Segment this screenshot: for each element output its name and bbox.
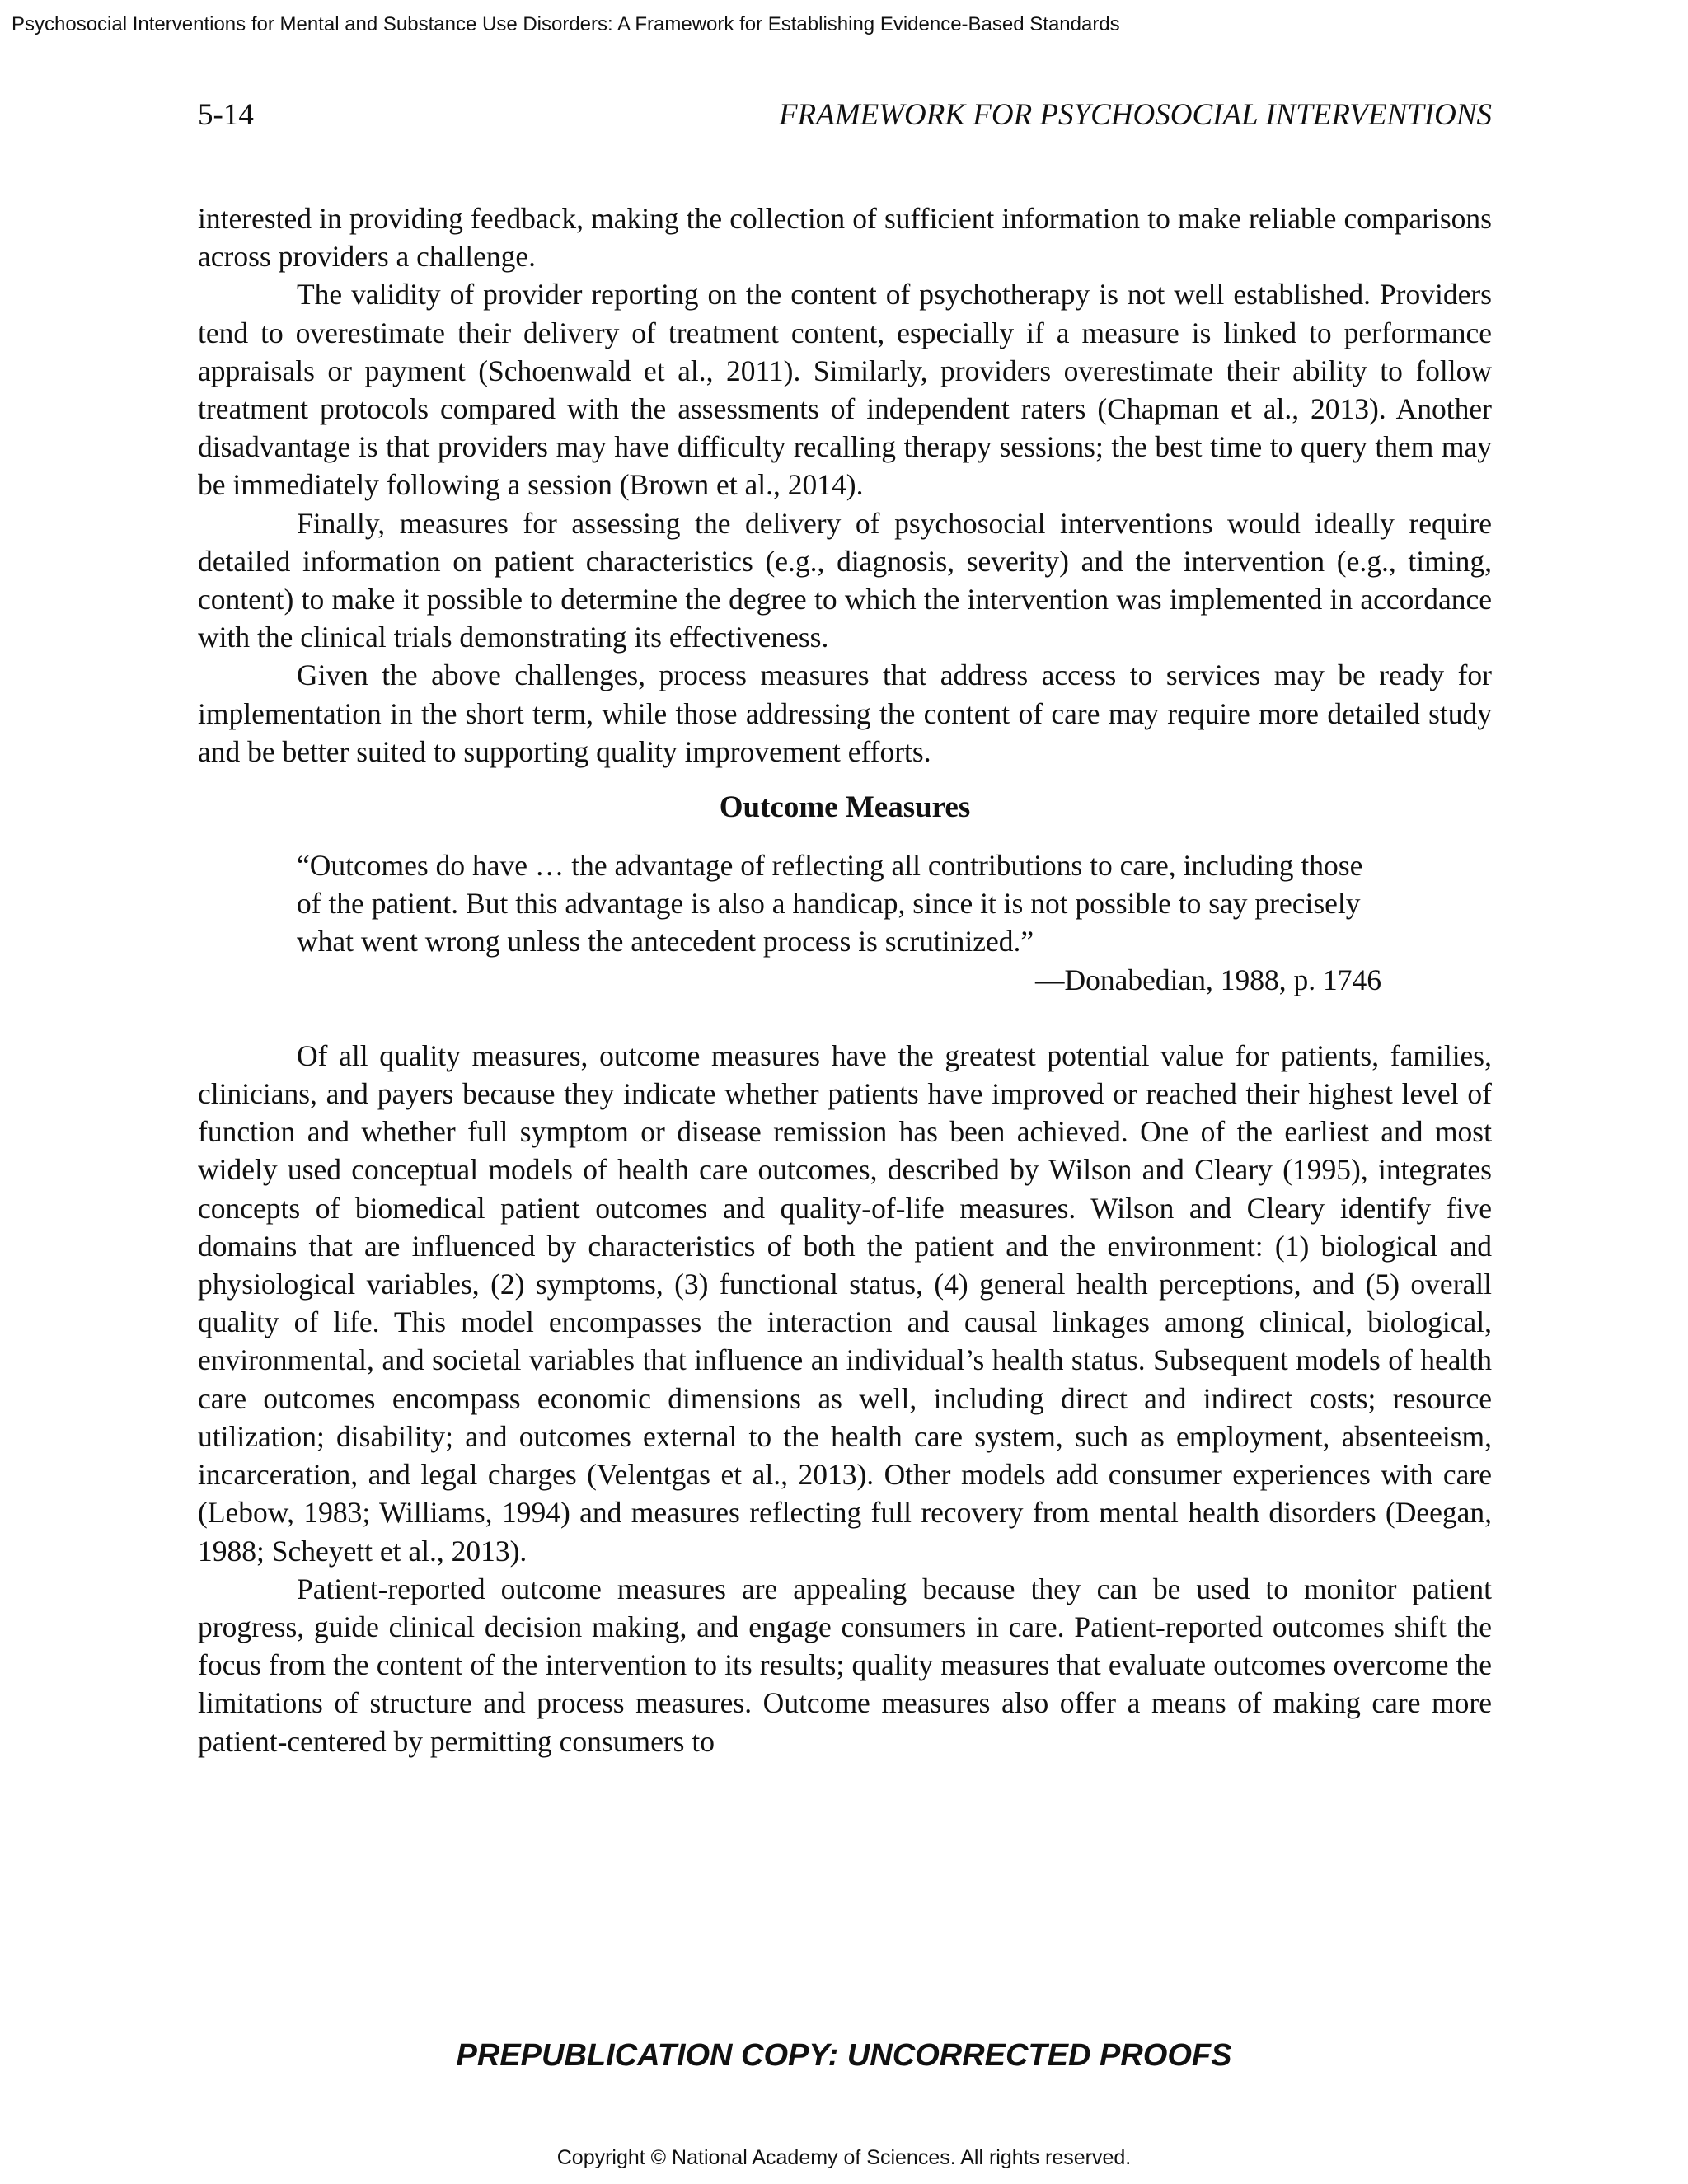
page-body [198,199,1492,1760]
body-paragraph: Patient-reported outcome measures are appealing because they can be used to monitor patient progress, guide clinical decision making, and engage consumers in care. Patient-reported outcomes shift the focus from the content of the intervention to its results; quality measures that evaluate outcomes overcome the limitations of structure and process measures. Outcome measures also offer a means of making care more patient-centered by permitting consumers to [198,1572,1492,1758]
body-paragraph: Of all quality measures, outcome measures have the greatest potential value for patients, families, clinicians, and payers because they indicate whether patients have improved or reached their highest level of function and whether full symptom or disease remission has been achieved. One of the earliest and most widely used conceptual models of health care outcomes, described by Wilson and Cleary (1995), integrates concepts of biomedical patient outcomes and quality-of-life measures. Wilson and Cleary identify five domains that are influenced by characteristics of both the patient and the environment: (1) biological and physiological variables, (2) symptoms, (3) functional status, (4) general health perceptions, and (5) overall quality of life. This model encompasses the interaction and causal linkages among clinical, biological, environmental, and societal variables that influence an individual’s health status. Subsequent models of health care outcomes encompass economic dimensions as well, including direct and indirect costs; resource utilization; disability; and outcomes external to the health care system, such as employment, absenteeism, incarceration, and legal charges (Velentgas et al., 2013). Other models add consumer experiences with care (Lebow, 1983; Williams, 1994) and measures reflecting full recovery from mental health disorders (Deegan, 1988; Scheyett et al., 2013). [198,1038,1492,1568]
body-paragraph: The validity of provider reporting on the content of psychotherapy is not well established. Providers tend to overestimate their delivery of treatment content, especially if a measure is linked to performance appraisals or payment (Schoenwald et al., 2011). Similarly, providers overestimate their ability to follow treatment protocols compared with the assessments of independent raters (Chapman et al., 2013). Another disadvantage is that providers may have difficulty recalling therapy sessions; the best time to query them may be immediately following a session (Brown et al., 2014). [198,278,1492,502]
body-paragraph: Finally, measures for assessing the delivery of psychosocial interventions would ideally require detailed information on patient characteristics (e.g., diagnosis, severity) and the intervention (e.g., timing, content) to make it possible to determine the degree to which the intervention was implemented in accordance with the clinical trials demonstrating its effectiveness. [198,506,1492,654]
chapter-title: FRAMEWORK FOR PSYCHOSOCIAL INTERVENTIONS [778,98,1492,132]
epigraph-attribution: —Donabedian, 1988, p. 1746 [1034,963,1381,996]
body-paragraph: Given the above challenges, process measures that address access to services may be ready for implementation in the short term, while those addressing the content of care may require more detailed study and be better suited to supporting quality improvement efforts. [198,658,1492,768]
copyright-notice: Copyright © National Academy of Sciences. All rights reserved. [556,2146,1132,2169]
epigraph-quote: “Outcomes do have … the advantage of reflecting all contributions to care, including those of the patient. But this advantage is also a handicap, since it is not possible to say precisely what went wrong unless the antecedent process is scrutinized.” [297,849,1363,958]
prepublication-notice: PREPUBLICATION COPY: UNCORRECTED PROOFS [456,2038,1232,2073]
body-paragraph: interested in providing feedback, making the collection of sufficient information to make reliable comparisons across providers a challenge. [198,202,1492,274]
spacer [198,999,1492,1037]
page-header [198,97,1492,133]
running-head: Psychosocial Interventions for Mental and Substance Use Disorders: A Framework for Establishing Evidence-Based Standards [12,13,1120,35]
epigraph [297,846,1385,999]
page-number: 5-14 [198,98,254,132]
section-heading: Outcome Measures [719,790,971,825]
